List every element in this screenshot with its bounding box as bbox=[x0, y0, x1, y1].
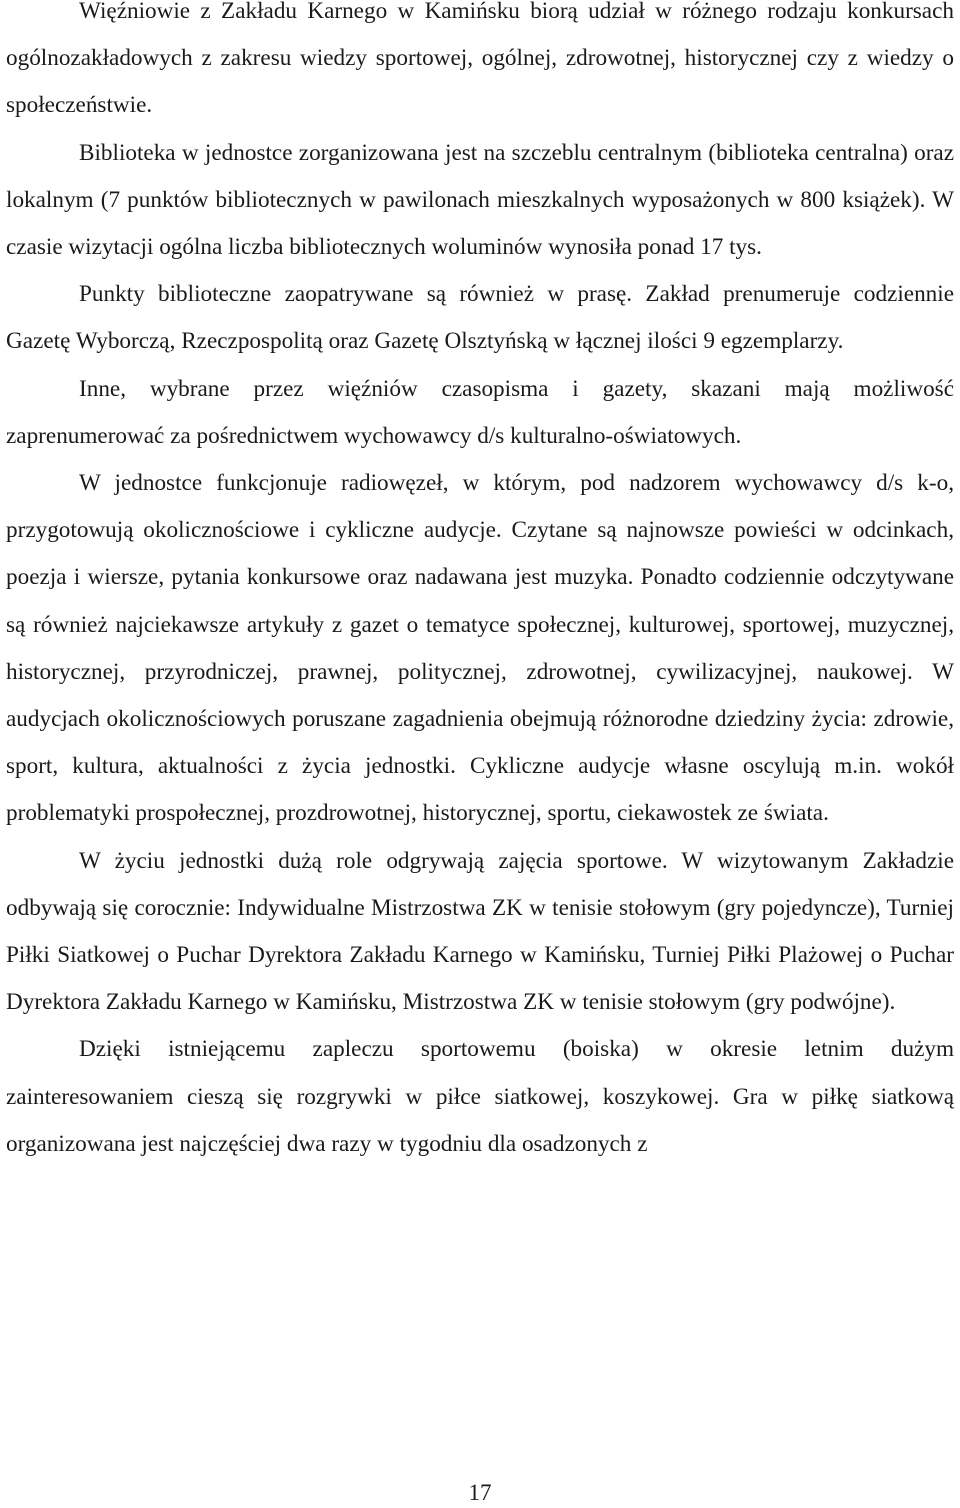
paragraph-press: Punkty biblioteczne zaopatrywane są również w prasę. Zakład prenumeruje codziennie Gazetę Wyborczą, Rzeczpospolitą oraz Gazetę Olsztyńską w łącznej ilości 9 egzemplarzy. bbox=[6, 281, 954, 355]
page-number: 17 bbox=[468, 1480, 492, 1505]
paragraph-sports-facilities: Dzięki istniejącemu zapleczu sportowemu (boiska) w okresie letnim dużym zainteresowaniem cieszą się rozgrywki w piłce siatkowej, koszykowej. Gra w piłkę siatkową organizowana jest najczęściej dwa razy w tygodniu dla osadzonych z bbox=[6, 1036, 954, 1157]
body-text bbox=[6, 0, 954, 1168]
paragraph-radio: W jednostce funkcjonuje radiowęzeł, w którym, pod nadzorem wychowawcy d/s k-o, przygotowują okolicznościowe i cykliczne audycje. Czytane są najnowsze powieści w odcinkach, poezja i wiersze, pytania konkursowe oraz nadawana jest muzyka. Ponadto codziennie odczytywane są również najciekawsze artykuły z gazet o tematyce społecznej, kulturowej, sportowej, muzycznej, historycznej, przyrodniczej, prawnej, politycznej, zdrowotnej, cywilizacyjnej, naukowej. W audycjach okolicznościowych poruszane zagadnienia obejmują różnorodne dziedziny życia: zdrowie, sport, kultura, aktualności z życia jednostki. Cykliczne audycje własne oscylują m.in. wokół problematyki prospołecznej, prozdrowotnej, historycznej, sportu, ciekawostek ze świata. bbox=[6, 470, 954, 827]
paragraph-sports-events: W życiu jednostki dużą role odgrywają zajęcia sportowe. W wizytowanym Zakładzie odbywają się corocznie: Indywidualne Mistrzostwa ZK w tenisie stołowym (gry pojedyncze), Turniej Piłki Siatkowej o Puchar Dyrektora Zakładu Karnego w Kamińsku, Turniej Piłki Plażowej o Puchar Dyrektora Zakładu Karnego w Kamińsku, Mistrzostwa ZK w tenisie stołowym (gry podwójne). bbox=[6, 847, 954, 1016]
paragraph-library: Biblioteka w jednostce zorganizowana jest na szczeblu centralnym (biblioteka centralna) oraz lokalnym (7 punktów bibliotecznych w pawilonach mieszkalnych wyposażonych w 800 książek). W czasie wizytacji ogólna liczba bibliotecznych woluminów wynosiła ponad 17 tys. bbox=[6, 139, 954, 261]
paragraph-subscriptions: Inne, wybrane przez więźniów czasopisma i gazety, skazani mają możliwość zaprenumerować za pośrednictwem wychowawcy d/s kulturalno-oświatowych. bbox=[6, 375, 954, 449]
paragraph-competitions: Więźniowie z Zakładu Karnego w Kamińsku biorą udział w różnego rodzaju konkursach ogólnozakładowych z zakresu wiedzy sportowej, ogólnej, zdrowotnej, historycznej czy z wiedzy o społeczeństwie. bbox=[6, 0, 954, 119]
